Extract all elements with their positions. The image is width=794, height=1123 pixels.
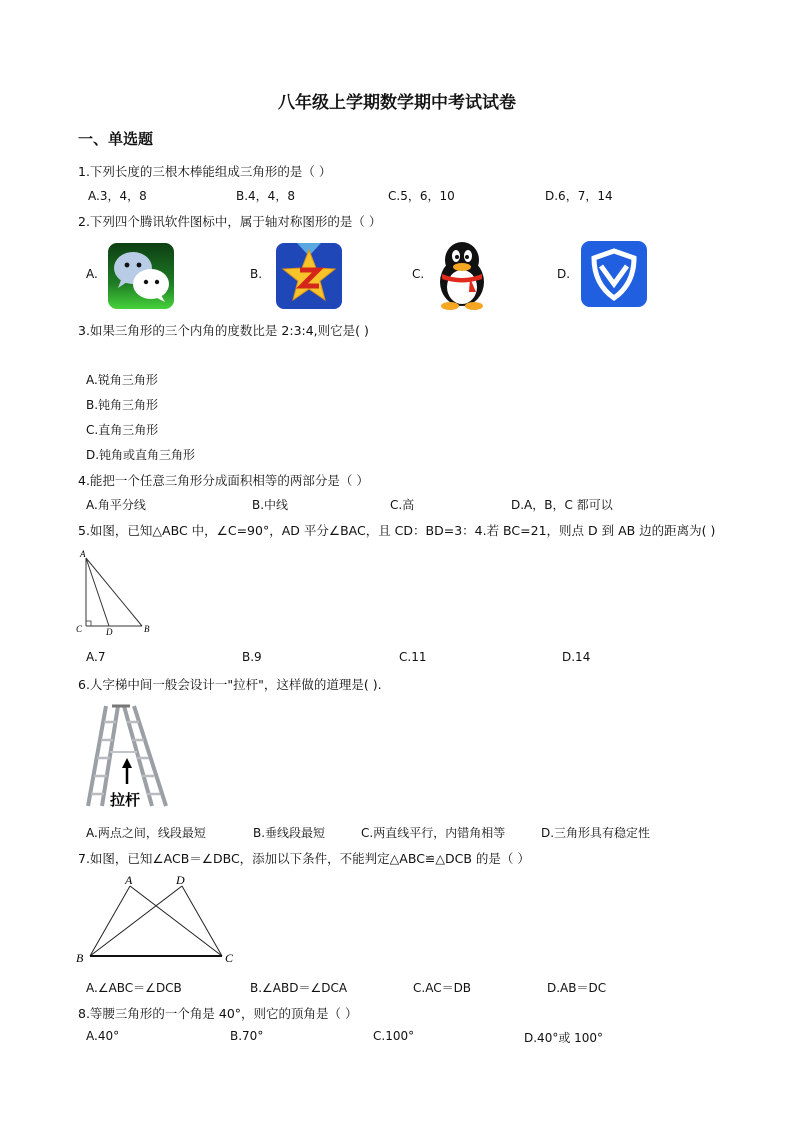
q3-option-b: B.钝角三角形 <box>86 398 159 412</box>
q5-option-d: D.14 <box>562 650 591 664</box>
q8-option-b: B.70° <box>230 1029 264 1043</box>
qq-penguin-icon <box>432 240 492 310</box>
q6-option-b: B.垂线段最短 <box>253 826 326 840</box>
svg-text:C: C <box>225 951 234 965</box>
q3-option-a: A.锐角三角形 <box>86 373 158 387</box>
tencent-security-shield-icon <box>580 240 648 308</box>
q7-option-b: B.∠ABD＝∠DCA <box>250 981 348 995</box>
svg-text:A: A <box>125 873 133 887</box>
question-5-stem: 5.如图，已知△ABC 中，∠C=90°，AD 平分∠BAC，且 CD：BD=3：4.若 BC=21，则点 D 到 AB 边的距离为( ) <box>78 523 716 538</box>
q8-option-a: A.40° <box>86 1029 120 1043</box>
svg-text:D: D <box>106 627 113 637</box>
question-3-stem: 3.如果三角形的三个内角的度数比是 2:3:4,则它是( ) <box>78 323 369 338</box>
q4-option-b: B.中线 <box>252 498 289 512</box>
q5-option-b: B.9 <box>242 650 262 664</box>
q5-option-c: C.11 <box>399 650 427 664</box>
q5-option-a: A.7 <box>86 650 106 664</box>
q3-option-c: C.直角三角形 <box>86 423 159 437</box>
q4-option-d: D.A，B，C 都可以 <box>511 498 613 512</box>
section-heading: 一、单选题 <box>78 130 154 148</box>
q1-option-c: C.5，6，10 <box>388 189 455 203</box>
svg-text:B: B <box>76 951 84 965</box>
q6-option-c: C.两直线平行，内错角相等 <box>361 826 506 840</box>
q7-option-a: A.∠ABC＝∠DCB <box>86 981 182 995</box>
congruent-triangles-figure <box>72 872 242 968</box>
q3-option-d: D.钝角或直角三角形 <box>86 448 196 462</box>
q7-option-c: C.AC＝DB <box>413 981 472 995</box>
qzone-star-icon <box>275 242 343 310</box>
question-4-stem: 4.能把一个任意三角形分成面积相等的两部分是（ ） <box>78 473 369 488</box>
right-triangle-figure <box>72 548 162 638</box>
q1-option-d: D.6，7，14 <box>545 189 613 203</box>
q2-option-a: A. <box>86 267 98 281</box>
step-ladder-figure <box>82 702 172 814</box>
svg-text:B: B <box>144 624 150 634</box>
svg-text:A: A <box>80 549 86 559</box>
q2-option-c: C. <box>412 267 425 281</box>
wechat-icon <box>107 242 175 310</box>
q6-option-a: A.两点之间，线段最短 <box>86 826 206 840</box>
q4-option-c: C.高 <box>390 498 415 512</box>
svg-text:C: C <box>76 624 83 634</box>
q2-option-b: B. <box>250 267 263 281</box>
q2-option-d: D. <box>557 267 571 281</box>
q4-option-a: A.角平分线 <box>86 498 146 512</box>
question-8-stem: 8.等腰三角形的一个角是 40°，则它的顶角是（ ） <box>78 1006 358 1021</box>
q1-option-b: B.4，4，8 <box>236 189 295 203</box>
question-6-stem: 6.人字梯中间一般会设计一"拉杆"，这样做的道理是( ). <box>78 677 382 692</box>
q1-option-a: A.3，4，8 <box>88 189 147 203</box>
svg-text:D: D <box>176 873 185 887</box>
q8-option-c: C.100° <box>373 1029 415 1043</box>
question-7-stem: 7.如图，已知∠ACB＝∠DBC，添加以下条件，不能判定△ABC≌△DCB 的是（ ） <box>78 851 530 866</box>
q6-option-d: D.三角形具有稳定性 <box>541 826 651 840</box>
svg-text:拉杆: 拉杆 <box>110 791 141 809</box>
question-1-stem: 1.下列长度的三根木棒能组成三角形的是（ ） <box>78 164 332 179</box>
q7-option-d: D.AB＝DC <box>547 981 607 995</box>
question-2-stem: 2.下列四个腾讯软件图标中，属于轴对称图形的是（ ） <box>78 214 382 229</box>
q8-option-d: D.40°或 100° <box>524 1031 604 1045</box>
page-title: 八年级上学期数学期中考试试卷 <box>278 93 516 113</box>
